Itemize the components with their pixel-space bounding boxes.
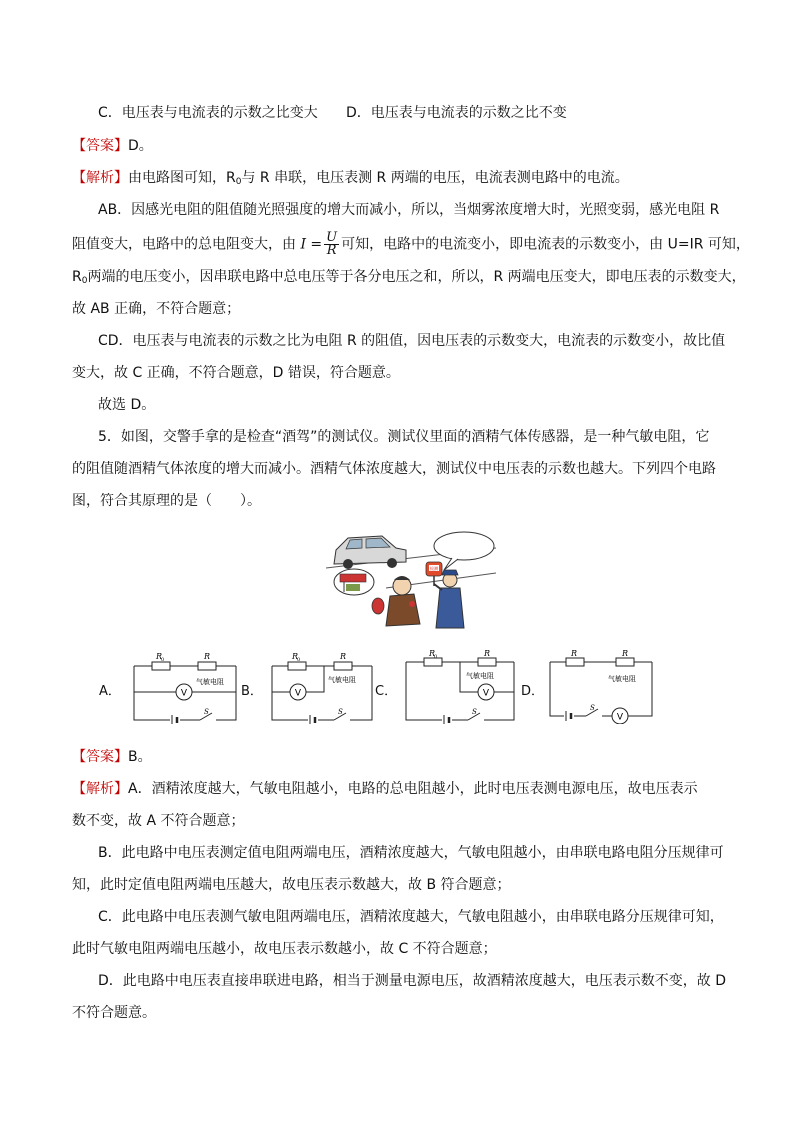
r0-label: R bbox=[292, 652, 299, 661]
resistor-gas bbox=[334, 662, 352, 670]
car-icon bbox=[334, 536, 406, 569]
resistor-gas bbox=[478, 658, 496, 666]
r0-sub-label: 0 bbox=[161, 657, 165, 663]
r-label: R bbox=[204, 652, 211, 661]
option-d: D．电压表与电流表的示数之比不变 bbox=[346, 105, 567, 121]
r0-label: R bbox=[429, 649, 436, 658]
ab-line-3: $R_0$两端的电压变小，因串联电路中总电压等于各分电压之和，所以，R 两端电压变大，即电压表的示数变大， bbox=[72, 269, 746, 286]
analysis-line: 【解析】由电路图可知，$R_0$与 R 串联，电压表测 R 两端的电压，电流表测电路中的电流。 bbox=[72, 170, 629, 187]
cd-line-2: 变大，故 C 正确，不符合题意，D 错误，符合题意。 bbox=[72, 365, 400, 381]
cd-line-1: CD．电压表与电流表的示数之比为电阻 R 的阻值，因电压表的示数变大，电流表的示数变小，故比值 bbox=[98, 333, 726, 349]
resistor-gas bbox=[616, 658, 634, 666]
switch-label: S bbox=[590, 704, 595, 712]
resistor-r0 bbox=[424, 658, 442, 666]
r-label: R bbox=[340, 652, 347, 661]
circuit-diagram-d bbox=[546, 648, 658, 724]
r0-sub-label: 0 bbox=[434, 654, 438, 660]
voltmeter-label: V bbox=[180, 688, 188, 699]
r-label: R bbox=[484, 649, 491, 658]
circuit-diagram-b bbox=[268, 648, 376, 724]
traffic-police-illustration bbox=[326, 528, 496, 630]
gas-sensor-label: 气敏电阻 bbox=[196, 678, 224, 686]
q5-analysis-a-1: 【解析】A．酒精浓度越大，气敏电阻越小，电路的总电阻越小，此时电压表测电源电压，故电压表示 bbox=[72, 781, 698, 797]
drunk-man-icon bbox=[372, 576, 420, 626]
thought-sign-icon bbox=[334, 569, 374, 595]
q5-line-2: 的阻值随酒精气体浓度的增大而减小。酒精气体浓度越大，测试仪中电压表的示数也越大。下列四个电路 bbox=[72, 461, 716, 477]
q5-analysis-c-1: C．此电路中电压表测气敏电阻两端电压，酒精浓度越大，气敏电阻越小，由串联电路分压规律可知， bbox=[98, 909, 724, 925]
resistor-r0 bbox=[288, 662, 306, 670]
police-officer-icon bbox=[434, 570, 464, 628]
q5-answer-line: 【答案】B。 bbox=[72, 749, 152, 765]
q5-analysis-d-1: D．此电路中电压表直接串联进电路，相当于测量电源电压，故酒精浓度越大，电压表示数不变，故 D bbox=[98, 973, 727, 989]
gas-sensor-label: 气敏电阻 bbox=[466, 672, 494, 680]
r0-sub-label: 0 bbox=[297, 657, 301, 663]
tester-sign-text: 检测 bbox=[430, 566, 438, 571]
circuit-diagram-a bbox=[130, 648, 242, 724]
voltmeter-label: V bbox=[294, 688, 302, 699]
r-label-left: R bbox=[571, 649, 578, 658]
switch-label: S bbox=[204, 708, 209, 716]
q5-analysis-c-2: 此时气敏电阻两端电压越小，故电压表示数越小，故 C 不符合题意； bbox=[72, 941, 497, 957]
q5-analysis-a-2: 数不变，故 A 不符合题意； bbox=[72, 813, 245, 829]
switch-label: S bbox=[338, 708, 343, 716]
ab-line-4: 故 AB 正确，不符合题意； bbox=[72, 301, 241, 317]
ab-line-2: 阻值变大，电路中的总电阻变大，由 I = $\frac{U}{R}$ 可知，电路中的电流变小，即电流表的示数变小，由 U=IR 可知， bbox=[72, 230, 750, 258]
voltmeter-label: V bbox=[482, 688, 490, 699]
switch-label: S bbox=[472, 708, 477, 716]
ab-line-1: AB．因感光电阻的阻值随光照强度的增大而减小，所以，当烟雾浓度增大时，光照变弱，感光电阻 R bbox=[98, 202, 720, 218]
option-c: C．电压表与电流表的示数之比变大 bbox=[98, 105, 318, 121]
voltmeter-label: V bbox=[616, 712, 624, 723]
answer-line: 【答案】D。 bbox=[72, 138, 153, 154]
gas-sensor-label: 气敏电阻 bbox=[328, 676, 356, 684]
resistor-gas bbox=[198, 662, 216, 670]
q5-line-3: 图，符合其原理的是（ ）。 bbox=[72, 493, 261, 509]
resistor-r0 bbox=[566, 658, 584, 666]
r-label-right: R bbox=[622, 649, 629, 658]
option-label-d: D． bbox=[521, 684, 545, 699]
option-label-b: B． bbox=[241, 684, 263, 699]
q5-analysis-b-1: B．此电路中电压表测定值电阻两端电压，酒精浓度越大，气敏电阻越小，由串联电路电阻分压规律可 bbox=[98, 845, 724, 861]
formula-fraction: $\frac{U}{R}$ bbox=[326, 230, 338, 258]
speech-bubble-icon bbox=[434, 532, 494, 570]
r0-label: R bbox=[156, 652, 163, 661]
option-label-c: C． bbox=[375, 684, 398, 699]
circuit-diagram-c bbox=[402, 648, 518, 724]
resistor-r0 bbox=[152, 662, 170, 670]
q5-analysis-b-2: 知，此时定值电阻两端电压越大，故电压表示数越大，故 B 符合题意； bbox=[72, 877, 511, 893]
gas-sensor-label: 气敏电阻 bbox=[608, 675, 636, 683]
choose-line: 故选 D。 bbox=[98, 397, 156, 413]
option-label-a: A． bbox=[99, 684, 121, 699]
q5-analysis-d-2: 不符合题意。 bbox=[72, 1005, 156, 1021]
q5-line-1: 5．如图，交警手拿的是检查“酒驾”的测试仪。测试仪里面的酒精气体传感器，是一种气敏电阻，它 bbox=[98, 429, 710, 445]
